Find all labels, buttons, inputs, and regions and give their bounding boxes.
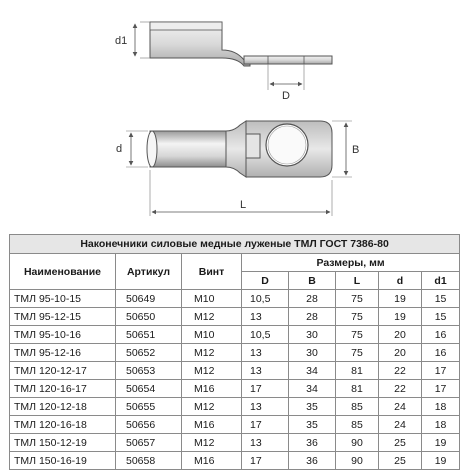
cell-L: 81 <box>336 380 379 398</box>
cell-screw: М12 <box>182 434 242 452</box>
table-body <box>10 290 460 470</box>
cell-name: ТМЛ 95-12-15 <box>10 308 116 326</box>
label-B: B <box>352 144 360 156</box>
table-row <box>10 452 460 470</box>
cell-name: ТМЛ 120-16-17 <box>10 380 116 398</box>
cell-d: 24 <box>379 416 422 434</box>
header-screw: Винт <box>182 254 242 290</box>
cell-B: 28 <box>289 308 336 326</box>
header-size-d1: d1 <box>422 272 460 290</box>
cell-D: 13 <box>242 434 289 452</box>
cell-D: 17 <box>242 452 289 470</box>
label-d1: d1 <box>115 35 128 47</box>
cell-name: ТМЛ 95-10-15 <box>10 290 116 308</box>
cell-d: 22 <box>379 380 422 398</box>
cell-B: 34 <box>289 380 336 398</box>
label-L: L <box>240 199 247 211</box>
cell-screw: М12 <box>182 308 242 326</box>
label-D: D <box>282 90 290 102</box>
cell-d: 19 <box>379 308 422 326</box>
cell-L: 75 <box>336 326 379 344</box>
top-view <box>116 121 359 216</box>
cell-D: 17 <box>242 416 289 434</box>
top-hole-inner <box>268 126 306 164</box>
cell-name: ТМЛ 120-12-17 <box>10 362 116 380</box>
cell-article: 50653 <box>116 362 182 380</box>
cell-name: ТМЛ 150-16-19 <box>10 452 116 470</box>
cell-B: 34 <box>289 362 336 380</box>
table-row <box>10 326 460 344</box>
table-row <box>10 308 460 326</box>
table-row <box>10 290 460 308</box>
cell-D: 17 <box>242 380 289 398</box>
cell-article: 50649 <box>116 290 182 308</box>
spec-table <box>9 234 460 470</box>
side-palm <box>244 56 332 64</box>
table-row <box>10 434 460 452</box>
table-row <box>10 344 460 362</box>
cell-name: ТМЛ 95-12-16 <box>10 344 116 362</box>
cell-d1: 16 <box>422 344 460 362</box>
cell-d1: 17 <box>422 380 460 398</box>
label-d: d <box>116 143 123 155</box>
header-size-d: d <box>379 272 422 290</box>
cell-D: 13 <box>242 398 289 416</box>
cell-article: 50650 <box>116 308 182 326</box>
cell-L: 85 <box>336 416 379 434</box>
cell-name: ТМЛ 95-10-16 <box>10 326 116 344</box>
cell-d: 22 <box>379 362 422 380</box>
table-row <box>10 398 460 416</box>
cell-d1: 19 <box>422 434 460 452</box>
cell-B: 28 <box>289 290 336 308</box>
cell-screw: М10 <box>182 326 242 344</box>
cell-d1: 17 <box>422 362 460 380</box>
technical-drawing <box>0 0 470 228</box>
cell-name: ТМЛ 120-12-18 <box>10 398 116 416</box>
cell-screw: М12 <box>182 398 242 416</box>
cell-article: 50651 <box>116 326 182 344</box>
cell-L: 90 <box>336 452 379 470</box>
cell-article: 50655 <box>116 398 182 416</box>
cell-d: 25 <box>379 434 422 452</box>
cell-screw: М10 <box>182 290 242 308</box>
cell-D: 13 <box>242 362 289 380</box>
table-row <box>10 380 460 398</box>
cell-d: 20 <box>379 344 422 362</box>
cell-d1: 15 <box>422 308 460 326</box>
cell-d: 25 <box>379 452 422 470</box>
cell-d: 20 <box>379 326 422 344</box>
cell-d1: 16 <box>422 326 460 344</box>
header-article: Артикул <box>116 254 182 290</box>
cell-L: 81 <box>336 362 379 380</box>
table-title: Наконечники силовые медные луженые ТМЛ ГОСТ 7386-80 <box>10 235 460 254</box>
header-size-D: D <box>242 272 289 290</box>
cell-d1: 18 <box>422 398 460 416</box>
cell-L: 75 <box>336 344 379 362</box>
cell-d1: 18 <box>422 416 460 434</box>
top-barrel <box>150 131 226 167</box>
top-barrel-opening <box>147 131 157 167</box>
cell-article: 50654 <box>116 380 182 398</box>
cell-B: 30 <box>289 326 336 344</box>
top-marking-rect <box>246 134 260 158</box>
cell-d1: 15 <box>422 290 460 308</box>
cell-d1: 19 <box>422 452 460 470</box>
cell-L: 85 <box>336 398 379 416</box>
cell-L: 75 <box>336 290 379 308</box>
cell-D: 13 <box>242 344 289 362</box>
cell-B: 36 <box>289 452 336 470</box>
cell-d: 24 <box>379 398 422 416</box>
header-size-L: L <box>336 272 379 290</box>
cell-B: 30 <box>289 344 336 362</box>
side-barrel-top <box>150 22 222 30</box>
side-view <box>115 22 332 102</box>
cell-name: ТМЛ 150-12-19 <box>10 434 116 452</box>
header-name: Наименование <box>10 254 116 290</box>
cell-B: 36 <box>289 434 336 452</box>
cell-name: ТМЛ 120-16-18 <box>10 416 116 434</box>
cell-screw: М12 <box>182 362 242 380</box>
cell-screw: М16 <box>182 380 242 398</box>
top-transition <box>226 121 246 177</box>
table-row <box>10 362 460 380</box>
cell-article: 50652 <box>116 344 182 362</box>
cell-D: 10,5 <box>242 290 289 308</box>
cell-article: 50657 <box>116 434 182 452</box>
cell-screw: М16 <box>182 416 242 434</box>
cell-screw: М16 <box>182 452 242 470</box>
cell-d: 19 <box>379 290 422 308</box>
cell-L: 75 <box>336 308 379 326</box>
cell-article: 50656 <box>116 416 182 434</box>
table-row <box>10 416 460 434</box>
cell-B: 35 <box>289 398 336 416</box>
cell-B: 35 <box>289 416 336 434</box>
cell-L: 90 <box>336 434 379 452</box>
cell-article: 50658 <box>116 452 182 470</box>
cell-D: 10,5 <box>242 326 289 344</box>
cell-screw: М12 <box>182 344 242 362</box>
header-size-B: B <box>289 272 336 290</box>
cell-D: 13 <box>242 308 289 326</box>
header-sizes: Размеры, мм <box>242 254 460 272</box>
